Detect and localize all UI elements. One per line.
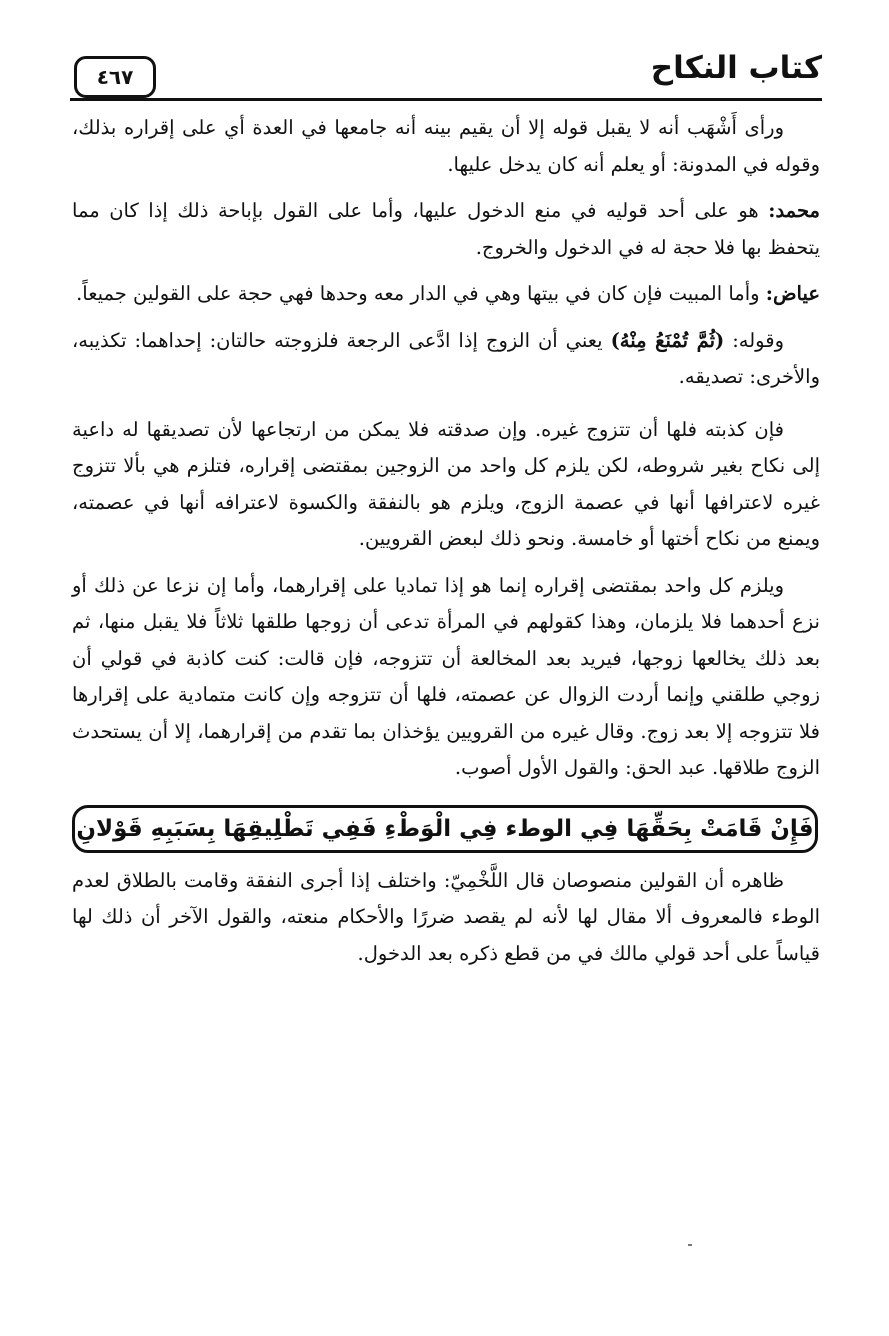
paragraph	[72, 863, 820, 973]
quoted-text: (ثُمَّ تُمْنَعُ مِنْهُ)	[610, 328, 725, 352]
paragraph-text: هو على أحد قوليه في منع الدخول عليها، وأما على القول بإباحة ذلك إذا كان مما يتحفظ بها فلا حجة له في الدخول والخروج.	[72, 199, 820, 259]
paragraph-text: يعني أن الزوج إذا ادَّعى الرجعة فلزوجته حالتان: إحداهما: تكذيبه، والأخرى: تصديقه.	[72, 328, 820, 388]
paragraph-text: فإن كذبته فلها أن تتزوج غيره. وإن صدقته فلا يمكن من ارتجاعها لأن تصديقها له داعية إلى نكاح بغير شروطه، لكن يلزم كل واحد من الزوجين بمقتضى إقراره، فتلزم هي بألا تتزوج غيره لاعترافها أنها في عصمة الزوج، ويلزم هو بالنفقة والكسوة لاعترافه أنها في عصمته، ويمنع من نكاح أختها أو خامسة. ونحو ذلك لبعض القرويين.	[72, 417, 820, 550]
page-number-box	[74, 56, 156, 98]
page-number: ٤٦٧	[96, 65, 134, 89]
paragraph	[72, 276, 820, 313]
quote-intro: وقوله:	[732, 328, 784, 352]
paragraph	[72, 193, 820, 266]
paragraph	[72, 110, 820, 183]
page-body	[72, 110, 820, 972]
page-header	[70, 48, 822, 98]
paragraph	[72, 323, 820, 396]
section-heading-box	[72, 805, 818, 853]
paragraph-text: ويلزم كل واحد بمقتضى إقراره إنما هو إذا تماديا على إقرارهما، وأما إن نزعا عن ذلك أو نزع أحدهما فلا يلزمان، وهذا كقولهم في المرأة تدعى أن زوجها طلقها ثلاثاً فلا يقبل منها، ثم بعد ذلك يخالعها زوجها، فيريد بعد المخالعة أن تتزوجه، فإن قالت: كنت كاذبة في قولي أن زوجي طلقني وإنما أردت الزوال عن عصمته، فلها أن تتزوجه وإن كانت متمادية على إقرارها فلا تتزوجه إلا بعد زوج. وقال غيره من القرويين يؤخذان بما تقدم من إقرارهما، إلا أن يستحدث الزوج طلاقها. عبد الحق: والقول الأول أصوب.	[72, 573, 820, 779]
paragraph-text: ظاهره أن القولين منصوصان قال اللَّخْمِيّ: واختلف إذا أجرى النفقة وقامت بالطلاق لعدم الوطء فالمعروف ألا مقال لها لأنه لم يقصد ضررًا والأحكام منعته، والقول الآخر أن ذلك لها قياساً على أحد قولي مالك في من قطع ذكره بعد الدخول.	[72, 868, 820, 965]
footer-mark	[688, 1244, 692, 1246]
paragraph-text: وأما المبيت فإن كان في بيتها وهي في الدار معه وحدها فهي حجة على القولين جميعاً.	[76, 282, 760, 305]
paragraph	[72, 412, 820, 558]
section-heading: فَإِنْ قَامَتْ بِحَقِّهَا فِي الوطء فِي الْوَطْءِ فَفِي تَطْلِيقِهَا بِسَبَبِهِ قَوْلانِ	[76, 815, 814, 842]
speaker-label: محمد:	[768, 199, 820, 222]
header-rule	[70, 98, 822, 101]
speaker-label: عياض:	[765, 282, 820, 305]
paragraph	[72, 568, 820, 787]
book-title: كتاب النكاح	[650, 50, 822, 86]
paragraph-text: ورأى أَشْهَب أنه لا يقبل قوله إلا أن يقيم بينه أنه جامعها في العدة أي على إقراره بذلك، وقوله في المدونة: أو يعلم أنه كان يدخل عليها.	[72, 116, 820, 176]
